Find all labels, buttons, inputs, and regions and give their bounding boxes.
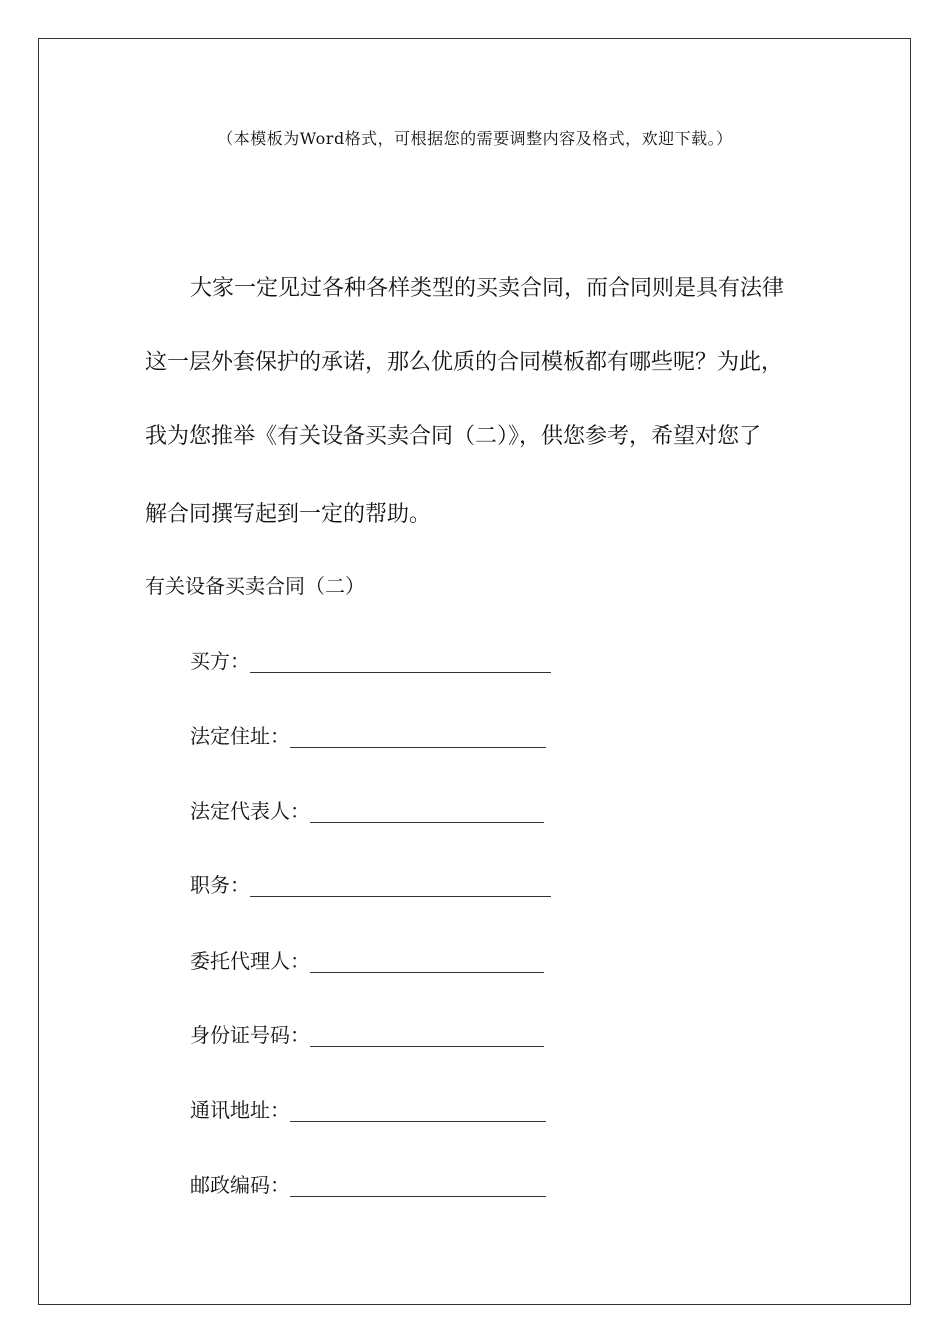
field-label: 身份证号码： [190, 1023, 310, 1047]
contract-title: 有关设备买卖合同（二） [145, 574, 365, 598]
field-buyer [190, 645, 551, 675]
field-label: 职务： [190, 873, 250, 897]
field-label: 邮政编码： [190, 1173, 290, 1197]
field-label: 买方： [190, 649, 250, 673]
fill-in-blank[interactable] [250, 654, 551, 673]
fill-in-blank[interactable] [310, 804, 544, 823]
field-legal-address [190, 720, 546, 750]
field-legal-representative [190, 795, 544, 825]
intro-line-2: 这一层外套保护的承诺，那么优质的合同模板都有哪些呢？为此， [145, 350, 784, 375]
field-label: 通讯地址： [190, 1098, 290, 1122]
field-id-number [190, 1019, 544, 1049]
field-postal-code [190, 1169, 546, 1199]
intro-line-3: 我为您推举《有关设备买卖合同（二）》，供您参考，希望对您了 [145, 424, 762, 449]
fill-in-blank[interactable] [290, 1103, 546, 1122]
intro-line-4: 解合同撰写起到一定的帮助。 [145, 502, 432, 527]
field-label: 法定住址： [190, 724, 290, 748]
fill-in-blank[interactable] [250, 878, 551, 897]
fill-in-blank[interactable] [310, 1028, 544, 1047]
field-label: 法定代表人： [190, 799, 310, 823]
fill-in-blank[interactable] [290, 1178, 546, 1197]
field-position [190, 869, 551, 899]
template-note: （本模板为Word格式，可根据您的需要调整内容及格式，欢迎下载。） [217, 129, 733, 148]
field-agent [190, 945, 544, 975]
intro-line-1: 大家一定见过各种各样类型的买卖合同，而合同则是具有法律 [190, 276, 785, 301]
fill-in-blank[interactable] [290, 729, 546, 748]
fill-in-blank[interactable] [310, 954, 544, 973]
field-label: 委托代理人： [190, 949, 310, 973]
field-mailing-address [190, 1094, 546, 1124]
